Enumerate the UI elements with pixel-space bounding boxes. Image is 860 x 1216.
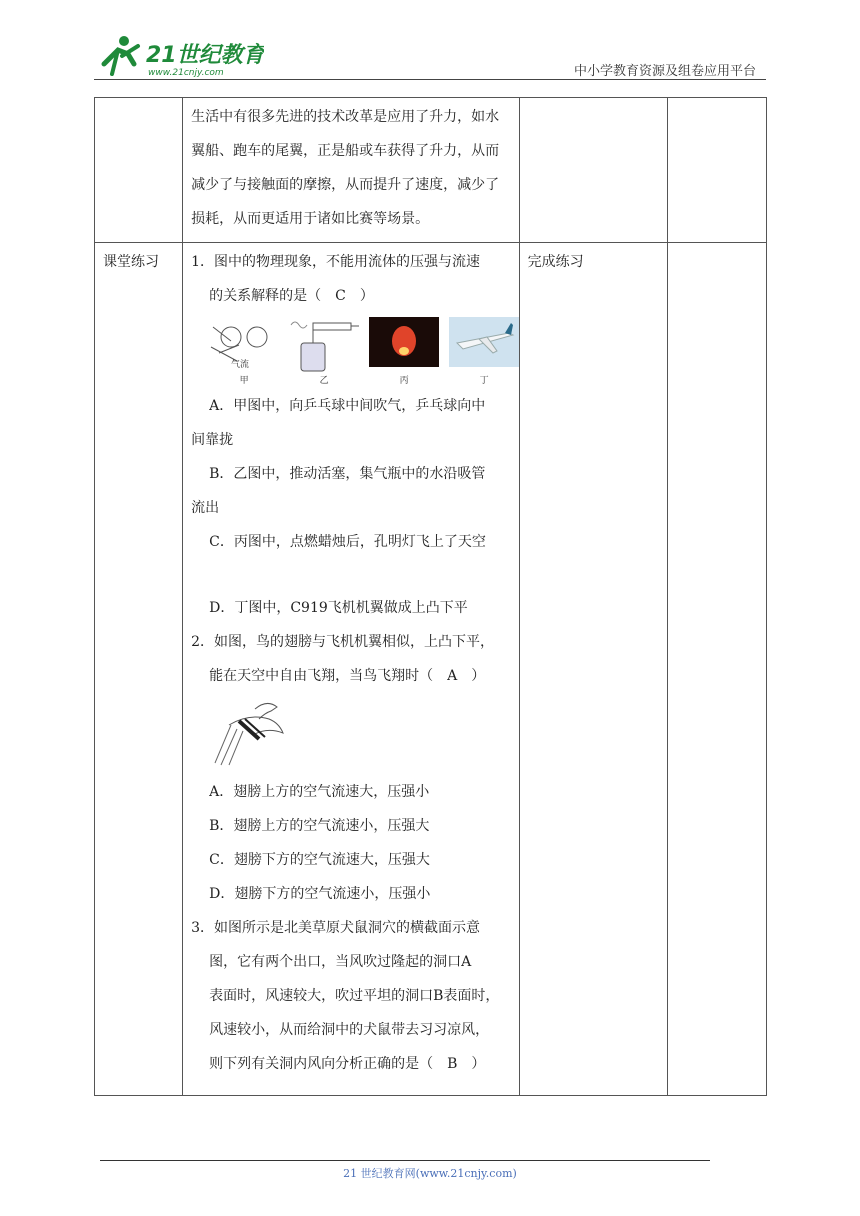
logo-text: 21世纪教育	[146, 43, 264, 68]
figure-label-bing: 丙	[399, 376, 409, 386]
q1-option-b-cont: 流出	[191, 500, 220, 516]
q1-option-a: A．甲图中，向乒乓球中间吹气，乒乓球向中	[209, 398, 486, 414]
q2-option-d: D．翅膀下方的空气流速小，压强小	[209, 886, 431, 902]
question-1-figures	[191, 313, 511, 389]
design-intent-cell	[667, 98, 766, 243]
platform-name: 中小学教育资源及组卷应用平台	[573, 64, 756, 79]
student-activity-cell	[519, 243, 667, 1096]
q1-option-d: D．丁图中，C919飞机机翼做成上凸下平	[209, 600, 468, 616]
student-activity-text: 完成练习	[527, 254, 584, 270]
figure-yi	[289, 317, 359, 386]
bird-wing-icon	[209, 695, 289, 769]
q1-option-a-cont: 间靠拢	[191, 432, 234, 448]
question-3-stem-2: 图，它有两个出口，当风吹过隆起的洞口A	[209, 954, 472, 970]
airflow-label: 气流	[231, 360, 250, 370]
figure-ding	[449, 317, 519, 386]
lift-application-text: 生活中有很多先进的技术改革是应用了升力，如水翼船、跑车的尾翼，正是船或车获得了升力，从而减少了与接触面的摩擦，从而提升了速度，减少了损耗，从而更适用于诸如比赛等场景。	[191, 109, 500, 227]
table-row	[95, 98, 767, 243]
figure-label-ding: 丁	[479, 376, 489, 386]
footer-link[interactable]: 21 世纪教育网(www.21cnjy.com)	[343, 1167, 517, 1180]
q1-option-b: B．乙图中，推动活塞，集气瓶中的水沿吸管	[209, 466, 486, 482]
q2-option-a: A．翅膀上方的空气流速大，压强小	[209, 784, 430, 800]
figure-label-yi: 乙	[319, 376, 329, 386]
q2-option-b: B．翅膀上方的空气流速小，压强大	[209, 818, 430, 834]
header-divider	[94, 79, 766, 80]
footer-divider	[100, 1160, 710, 1161]
q1-option-c: C．丙图中，点燃蜡烛后，孔明灯飞上了天空	[209, 534, 486, 550]
row-label-cell	[95, 98, 183, 243]
table-row	[95, 243, 767, 1096]
teacher-activity-cell	[183, 98, 520, 243]
question-3-stem-4: 风速较小，从而给洞中的犬鼠带去习习凉风，	[209, 1022, 490, 1038]
question-2-stem-cont: 能在天空中自由飞翔，当鸟飞翔时（ A ）	[209, 668, 486, 684]
figure-jia	[209, 317, 279, 386]
question-1-stem: 1．图中的物理现象，不能用流体的压强与流速	[191, 254, 481, 270]
question-1-stem-cont: 的关系解释的是（ C ）	[209, 288, 374, 304]
figure-bing	[369, 317, 439, 386]
exercise-cell	[183, 243, 520, 1096]
airplane-icon	[449, 317, 519, 373]
runner-icon	[104, 36, 138, 74]
sky-lantern-icon	[369, 317, 439, 373]
bird-figure	[191, 693, 511, 775]
design-intent-cell	[667, 243, 766, 1096]
row-label-cell	[95, 243, 183, 1096]
section-label: 课堂练习	[103, 254, 159, 270]
syringe-bottle-icon	[289, 317, 359, 373]
lesson-plan-table	[94, 97, 767, 1096]
figure-label-jia: 甲	[239, 376, 249, 386]
question-3-stem-3: 表面时，风速较大，吹过平坦的洞口B表面时，	[209, 988, 500, 1004]
site-logo	[94, 34, 264, 78]
question-2-stem: 2．如图，鸟的翅膀与飞机机翼相似，上凸下平，	[191, 634, 495, 650]
ping-pong-balls-icon	[209, 317, 279, 373]
student-activity-cell	[519, 98, 667, 243]
question-3-stem-5: 则下列有关洞内风向分析正确的是（ B ）	[209, 1056, 486, 1072]
q2-option-c: C．翅膀下方的空气流速大，压强大	[209, 852, 430, 868]
question-3-stem: 3．如图所示是北美草原犬鼠洞穴的横截面示意	[191, 920, 481, 936]
logo-subtext: www.21cnjy.com	[148, 68, 224, 78]
